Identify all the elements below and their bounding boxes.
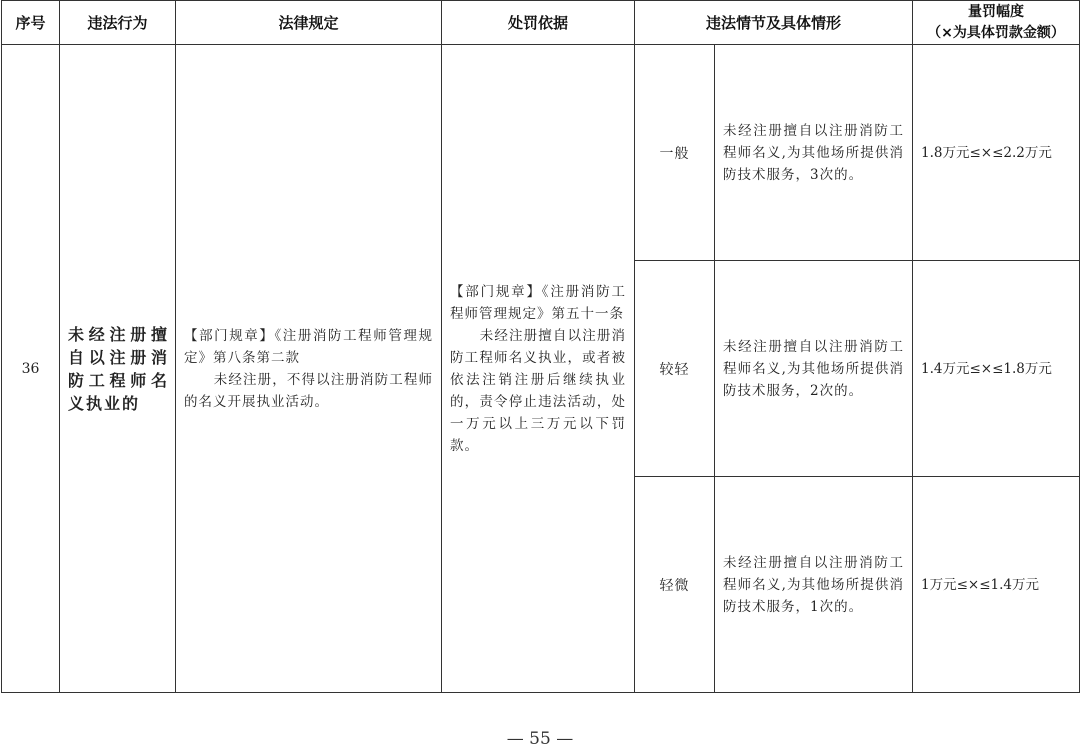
header-range-line1: 量罚幅度 [968, 3, 1025, 20]
basis-body: 未经注册擅自以注册消防工程师名义执业，或者被依法注销注册后继续执业的，责令停止违法活动，处一万元以上三万元以下罚款。 [450, 327, 626, 454]
row-basis [442, 45, 635, 693]
basis-title: 【部门规章】《注册消防工程师管理规定》第五十一条 [450, 283, 626, 322]
header-seq: 序号 [2, 1, 60, 45]
header-range [913, 1, 1080, 45]
penalty-table [1, 0, 1080, 693]
level-general: 一般 [635, 45, 715, 261]
level-lighter: 较轻 [635, 261, 715, 477]
desc-lighter: 未经注册擅自以注册消防工程师名义,为其他场所提供消防技术服务，2次的。 [715, 261, 913, 477]
header-act: 违法行为 [60, 1, 176, 45]
row-act: 未经注册擅自以注册消防工程师名义执业的 [60, 45, 176, 693]
header-basis: 处罚依据 [442, 1, 635, 45]
row-seq: 36 [2, 45, 60, 693]
table-row [2, 45, 1080, 261]
row-law [176, 45, 442, 693]
level-minor: 轻微 [635, 477, 715, 693]
range-lighter: 1.4万元≤×≤1.8万元 [913, 261, 1080, 477]
page-number: — 55 — [506, 729, 574, 749]
range-general: 1.8万元≤×≤2.2万元 [913, 45, 1080, 261]
header-range-line2: （×为具体罚款金额） [927, 24, 1065, 41]
header-law: 法律规定 [176, 1, 442, 45]
law-title: 【部门规章】《注册消防工程师管理规定》第八条第二款 [184, 327, 433, 366]
desc-general: 未经注册擅自以注册消防工程师名义,为其他场所提供消防技术服务，3次的。 [715, 45, 913, 261]
desc-minor: 未经注册擅自以注册消防工程师名义,为其他场所提供消防技术服务，1次的。 [715, 477, 913, 693]
header-row [2, 1, 1080, 45]
header-circumstances: 违法情节及具体情形 [635, 1, 913, 45]
range-minor: 1万元≤×≤1.4万元 [913, 477, 1080, 693]
law-body: 未经注册，不得以注册消防工程师的名义开展执业活动。 [184, 371, 433, 410]
